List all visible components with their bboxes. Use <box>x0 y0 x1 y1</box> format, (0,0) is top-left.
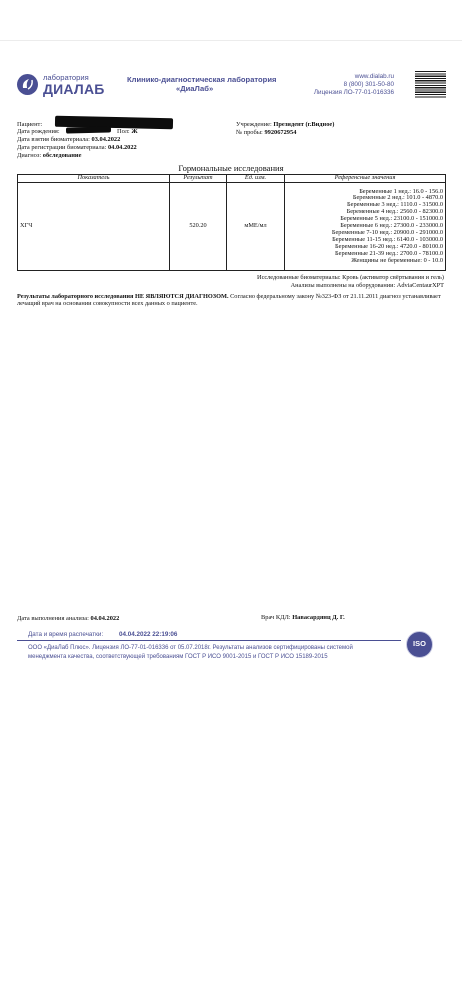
biomaterial-note: Исследованные биоматериалы: Кровь (активатор свёртывания и гель) <box>257 274 444 281</box>
diag-value: обследование <box>42 152 82 159</box>
birth-label: Дата рождения: <box>17 128 60 135</box>
lab-title-line1: Клинико-диагностическая лаборатория <box>127 75 277 84</box>
diag-label: Диагноз: <box>17 152 42 159</box>
results-table <box>17 174 446 271</box>
institution-field <box>236 121 334 128</box>
lab-contacts <box>296 73 394 97</box>
iso-badge-icon <box>406 631 433 658</box>
birth-field <box>17 128 60 135</box>
header-reference: Референсные значения <box>285 175 446 183</box>
reference-item: Беременные 1 нед.: 16.0 - 156.0 <box>359 187 443 195</box>
sex-value: Ж <box>131 128 138 135</box>
patient-field <box>17 121 42 128</box>
sex-label: Пол: <box>117 128 130 135</box>
institution-value: Президент (г.Видное) <box>273 121 335 128</box>
section-title: Гормональные исследования <box>178 163 284 173</box>
header-unit: Ед. изм. <box>227 175 285 183</box>
logo-name: ДИАЛАБ <box>43 81 105 97</box>
analysis-date-label: Дата выполнения анализа: <box>17 615 89 622</box>
reference-item: Беременные 4 нед.: 2560.0 - 82300.0 <box>346 208 443 216</box>
institution-label: Учреждение: <box>236 121 272 128</box>
result-cell: 520.20 <box>170 183 227 271</box>
analysis-date-field <box>17 615 119 622</box>
sample-value: 9920672954 <box>264 129 297 136</box>
iso-badge-label: ISO <box>413 639 426 648</box>
doctor-label: Врач КДЛ: <box>261 614 291 621</box>
logo-caption: лаборатория <box>43 73 89 82</box>
taken-value: 03.04.2022 <box>91 136 121 143</box>
table-row <box>18 183 446 271</box>
lab-site: www.dialab.ru <box>354 73 394 80</box>
header-indicator: Показатель <box>18 175 170 183</box>
taken-label: Дата взятия биоматериала: <box>17 136 90 143</box>
empty-background <box>0 703 462 1000</box>
reference-item: Беременные 2 нед.: 101.0 - 4870.0 <box>352 194 443 202</box>
reg-label: Дата регистрации биоматериала: <box>17 144 107 151</box>
lab-license: Лицензия ЛО-77-01-016336 <box>313 89 394 96</box>
lab-title-line2: «ДиаЛаб» <box>176 84 214 93</box>
reg-field <box>17 144 137 151</box>
barcode-icon <box>415 71 446 98</box>
reference-item: Женщины не беременные: 0 - 10.0 <box>351 256 443 264</box>
lab-phone: 8 (800) 301-50-80 <box>343 81 394 88</box>
dialab-logo-icon <box>17 74 38 95</box>
sample-label: № пробы: <box>236 129 263 136</box>
reference-item: Беременные 16-20 нед.: 4720.0 - 80100.0 <box>335 242 443 250</box>
reg-value: 04.04.2022 <box>107 144 137 151</box>
print-time-label: Дата и время распечатки: <box>28 631 104 638</box>
reference-item: Беременные 7-10 нед.: 20900.0 - 291000.0 <box>331 228 443 236</box>
sample-field <box>236 129 296 136</box>
sex-field <box>117 128 138 135</box>
doctor-value: Навасардянц Д. Г. <box>292 614 345 621</box>
table-header-row <box>18 175 446 183</box>
unit-cell: мМЕ/мл <box>227 183 285 271</box>
lab-title <box>127 75 313 93</box>
lab-report-sheet <box>0 40 462 704</box>
indicator-cell: ХГЧ <box>18 183 170 271</box>
license-text: ООО «ДиаЛаб Плюс». Лицензия ЛО-77-01-016336 от 05.07.2018г. Результаты анализов сертифицированы системой менеджмента качества, соответствующей требованиям ГОСТ Р ИСО 9001-2015 и ГОСТ Р ИСО 15189-2015 <box>28 645 353 660</box>
header-result: Результат <box>170 175 227 183</box>
taken-field <box>17 136 120 143</box>
footer-divider <box>17 640 401 641</box>
reference-item: Беременные 6 нед.: 27300.0 - 233000.0 <box>340 222 443 230</box>
reference-item: Беременные 5 нед.: 23100.0 - 151000.0 <box>340 215 443 223</box>
reference-item: Беременные 21-39 нед.: 2700.0 - 78100.0 <box>335 249 443 257</box>
patient-label: Пациент: <box>17 121 43 128</box>
disclaimer-text: Согласно федеральному закону №323-ФЗ от 21.11.2011 диагноз устанавливает лечащий врач на основании совокупности всех данных о пациенте. <box>17 293 441 308</box>
print-time-line <box>28 631 177 638</box>
doctor-field <box>261 614 345 621</box>
disclaimer-bold: Результаты лабораторного исследования НЕ ЯВЛЯЮТСЯ ДИАГНОЗОМ. <box>17 293 229 300</box>
diag-field <box>17 152 81 159</box>
reference-cell <box>285 183 446 271</box>
equipment-note: Анализы выполнены на оборудовании: AdviaCentaurXPT <box>290 282 444 289</box>
reference-item: Беременные 11-15 нед.: 6140.0 - 103000.0 <box>332 235 443 243</box>
print-time-value: 04.04.2022 22:19:06 <box>118 631 178 638</box>
disclaimer <box>17 293 445 307</box>
analysis-date-value: 04.04.2022 <box>90 615 120 622</box>
redaction-mark <box>66 126 111 133</box>
reference-item: Беременные 3 нед.: 1110.0 - 31500.0 <box>347 201 443 209</box>
